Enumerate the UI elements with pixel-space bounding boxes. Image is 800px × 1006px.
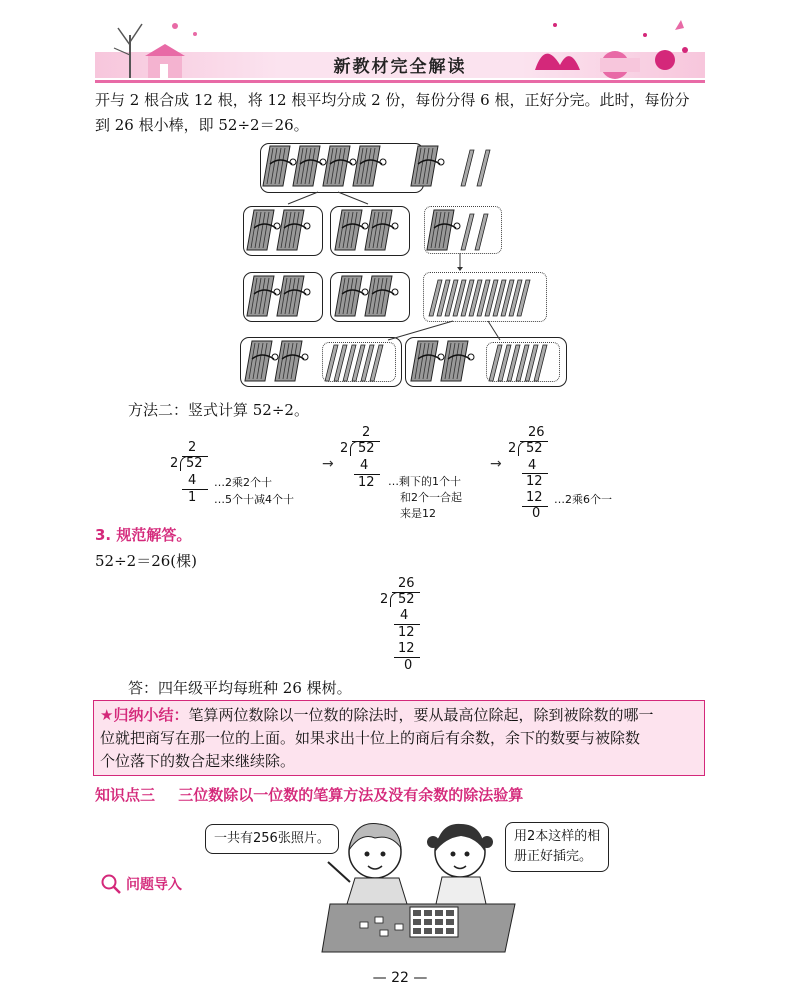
product-2: 12	[526, 490, 543, 505]
step2-note-1: …剩下的1个十	[388, 475, 461, 488]
carry-down: 12	[358, 475, 375, 490]
product-2: 12	[398, 641, 415, 656]
summary-box	[93, 700, 705, 776]
division-step-1	[170, 440, 340, 510]
division-step-3	[508, 425, 668, 520]
divisor: 2	[340, 441, 349, 456]
product: 4	[360, 458, 369, 473]
summary-line-1: 笔算两位数除以一位数的除法时，要从最高位除起，除到被除数的哪一	[188, 706, 654, 724]
twelve-sticks	[429, 280, 530, 316]
page-number: — 22 —	[372, 970, 428, 986]
dividend: 52	[526, 441, 543, 456]
arrow-icon: →	[490, 456, 502, 472]
remainder: 0	[532, 506, 541, 521]
sticks-drawing	[238, 140, 568, 390]
dividend: 52	[398, 592, 415, 607]
step1-note-1: …2乘2个十	[214, 476, 272, 489]
division-step-2	[340, 425, 510, 520]
divisor: 2	[380, 592, 389, 607]
knowledge-point-label: 知识点三	[95, 786, 156, 804]
bubble-right-line-1: 用2本这样的相	[514, 829, 601, 844]
quotient: 26	[398, 576, 415, 591]
quotient: 2	[188, 440, 197, 455]
section-3-equation: 52÷2＝26(棵)	[95, 552, 197, 570]
product: 4	[400, 608, 409, 623]
divisor: 2	[508, 441, 517, 456]
sticks-diagram	[238, 140, 568, 390]
dividend: 52	[186, 456, 203, 471]
step2-note-3: 来是12	[400, 507, 436, 520]
children-with-album-illustration	[320, 812, 520, 960]
product: 4	[188, 473, 197, 488]
section-3-heading: 3. 规范解答。	[95, 526, 192, 544]
speech-bubble-right	[505, 822, 609, 872]
method-2-text: 方法二：竖式计算 52÷2。	[128, 401, 309, 419]
answer-text: 答：四年级平均每班种 26 棵树。	[128, 679, 352, 697]
quotient: 26	[528, 425, 545, 440]
remainder: 1	[188, 490, 197, 505]
bubble-right-line-2: 册正好插完。	[514, 849, 593, 864]
product: 4	[528, 458, 537, 473]
magnifier-icon	[100, 873, 122, 895]
page-header	[0, 0, 800, 90]
knowledge-point-heading	[95, 784, 523, 805]
step3-note-1: …2乘6个一	[554, 493, 612, 506]
division-answer	[378, 576, 458, 676]
summary-line-3: 个位落下的数合起来继续除。	[100, 752, 296, 770]
divisor: 2	[170, 456, 179, 471]
dividend: 52	[358, 441, 375, 456]
carry-down: 12	[526, 474, 543, 489]
intro-line-1: 开与 2 根合成 12 根，将 12 根平均分成 2 份，每份分得 6 根，正好分完。此时，每份分	[95, 91, 690, 109]
arrow-icon: →	[322, 456, 334, 472]
knowledge-point-title: 三位数除以一位数的笔算方法及没有余数的除法验算	[178, 786, 524, 804]
summary-line-2: 位就把商写在那一位的上面。如果求出十位上的商后有余数，余下的数要与被除数	[100, 729, 641, 747]
speech-bubble-left: 一共有256张照片。	[205, 824, 339, 854]
intro-line-2: 到 26 根小棒，即 52÷2＝26。	[95, 116, 309, 134]
summary-label: ★归纳小结：	[100, 706, 189, 724]
header-rule	[95, 80, 705, 83]
step1-note-2: …5个十减4个十	[214, 493, 294, 506]
step2-note-2: 和2个一合起	[400, 491, 462, 504]
remainder: 0	[404, 658, 413, 673]
question-intro-label: 问题导入	[126, 877, 182, 893]
header-title: 新教材完全解读	[333, 57, 467, 77]
quotient: 2	[362, 425, 371, 440]
carry-down: 12	[398, 625, 415, 640]
